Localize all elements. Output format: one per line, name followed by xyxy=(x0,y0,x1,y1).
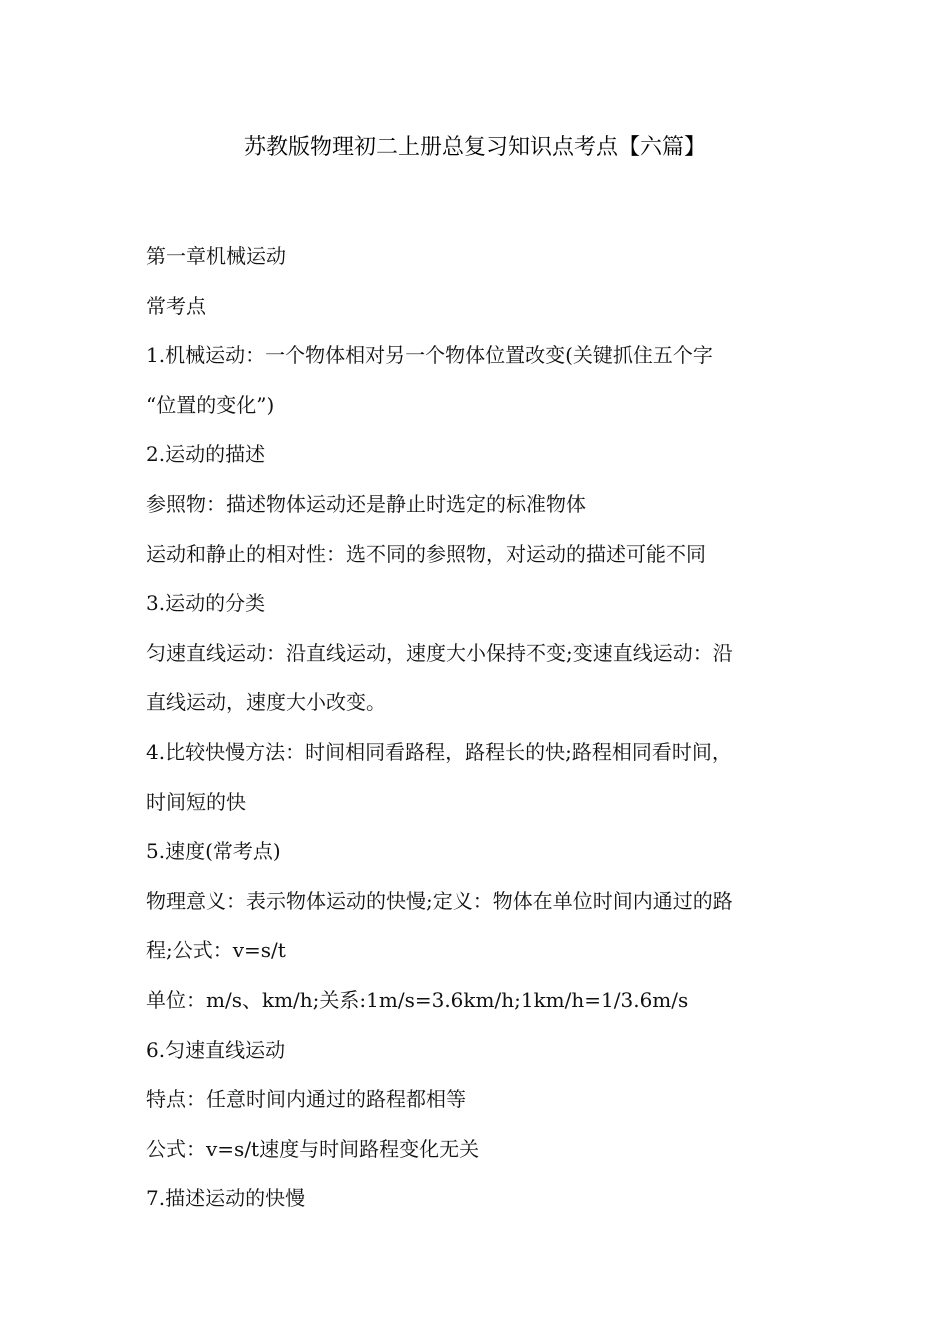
body-line: 2.运动的描述 xyxy=(146,442,266,467)
body-line: 直线运动，速度大小改变。 xyxy=(146,690,386,715)
body-line: 程;公式：v=s/t xyxy=(146,938,286,963)
body-line: 第一章机械运动 xyxy=(146,244,286,268)
document-body xyxy=(146,232,816,1224)
body-line: 匀速直线运动：沿直线运动，速度大小保持不变;变速直线运动：沿 xyxy=(146,640,733,665)
body-line: 单位：m/s、km/h;关系:1m/s=3.6km/h;1km/h=1/3.6m/s xyxy=(146,987,689,1012)
body-line: 公式：v=s/t速度与时间路程变化无关 xyxy=(146,1136,480,1161)
body-line: 物理意义：表示物体运动的快慢;定义：物体在单位时间内通过的路 xyxy=(146,888,733,913)
body-line: 时间短的快 xyxy=(146,789,246,814)
body-line: 1.机械运动：一个物体相对另一个物体位置改变(关键抓住五个字 xyxy=(146,343,713,368)
body-line: 特点：任意时间内通过的路程都相等 xyxy=(146,1087,466,1112)
body-line: 3.运动的分类 xyxy=(146,591,266,616)
document-title: 苏教版物理初二上册总复习知识点考点【六篇】 xyxy=(243,135,706,160)
body-line: 4.比较快慢方法：时间相同看路程，路程长的快;路程相同看时间， xyxy=(146,739,732,764)
body-line: “位置的变化”) xyxy=(146,392,275,417)
body-line: 7.描述运动的快慢 xyxy=(146,1186,306,1211)
body-line: 5.速度(常考点) xyxy=(146,839,281,864)
body-line: 运动和静止的相对性：选不同的参照物，对运动的描述可能不同 xyxy=(146,541,706,566)
body-line: 6.匀速直线运动 xyxy=(146,1037,286,1062)
body-line: 常考点 xyxy=(146,293,206,318)
body-line: 参照物：描述物体运动还是静止时选定的标准物体 xyxy=(146,491,586,516)
